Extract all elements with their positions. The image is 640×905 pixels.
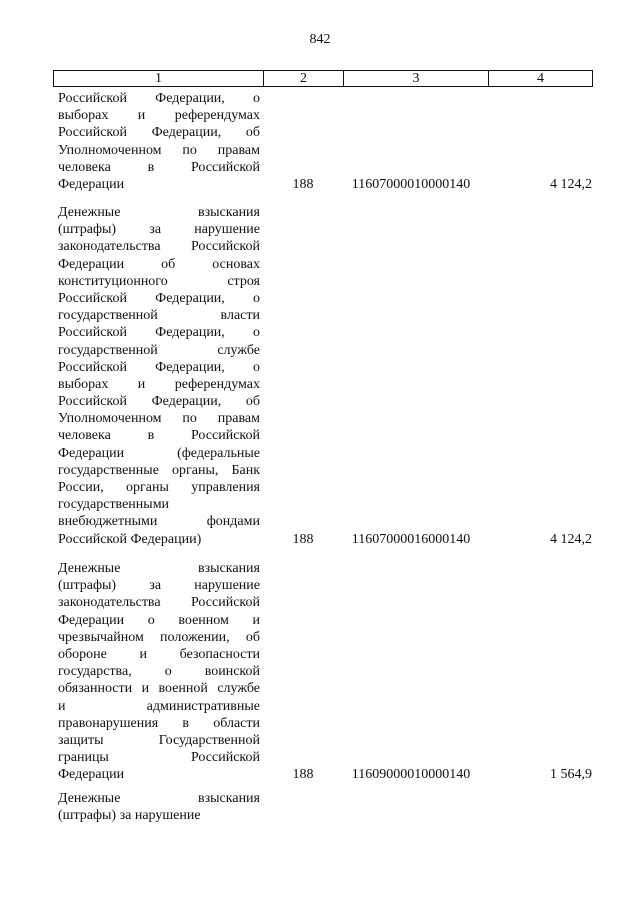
description-line: (штрафы) за нарушение: [58, 578, 260, 594]
description-line: государства, о воинской: [58, 664, 260, 680]
description-line: человека в Российской: [58, 159, 260, 175]
admin-code: 188: [292, 176, 314, 192]
description-line: Российской Федерации): [58, 531, 202, 547]
description-line: государственные органы, Банк: [58, 462, 260, 478]
row-description: [58, 90, 260, 193]
description-line: обязанности и военной службе: [58, 681, 260, 697]
description-line: Федерации о военном и: [58, 612, 260, 628]
description-line: (штрафы) за нарушение: [58, 808, 201, 824]
row-description: [58, 790, 260, 824]
table-row: [58, 90, 594, 193]
budget-classification-code: 11609000010000140: [351, 767, 471, 783]
description-line: Денежные взыскания: [58, 205, 260, 220]
description-line: Федерации (федеральные: [58, 445, 260, 461]
description-line: Денежные взыскания: [58, 791, 260, 806]
description-line: законодательства Российской: [58, 239, 260, 255]
description-line: Уполномоченном по правам: [58, 142, 260, 158]
row-description: [58, 204, 260, 548]
description-line: государственной власти: [58, 308, 260, 324]
description-line: (штрафы) за нарушение: [58, 222, 260, 238]
description-line: Российской Федерации, о: [58, 359, 260, 375]
description-line: защиты Государственной: [58, 732, 260, 748]
table-header: [53, 70, 593, 87]
description-line: Российской Федерации, о: [58, 290, 260, 306]
description-line: человека в Российской: [58, 428, 260, 444]
description-line: обороне и безопасности: [58, 646, 260, 662]
admin-code: 188: [292, 531, 314, 547]
description-line: границы Российской: [58, 750, 260, 766]
amount-value: 4 124,2: [550, 531, 592, 547]
description-line: Федерации об основах: [58, 256, 260, 272]
description-line: чрезвычайном положении, об: [58, 629, 260, 645]
header-col-2: 2: [263, 71, 343, 86]
header-col-3: 3: [343, 71, 488, 86]
amount-value: 4 124,2: [550, 176, 592, 192]
budget-classification-code: 11607000010000140: [351, 176, 471, 192]
description-line: Российской Федерации, об: [58, 394, 260, 410]
description-line: конституционного строя: [58, 273, 260, 289]
description-line: Федерации: [58, 767, 125, 783]
header-col-4: 4: [488, 71, 592, 86]
header-col-1: 1: [155, 71, 162, 86]
description-line: Уполномоченном по правам: [58, 411, 260, 427]
description-line: государственной службе: [58, 342, 260, 358]
page-number: 842: [309, 32, 331, 47]
amount-value: 1 564,9: [550, 767, 592, 783]
description-line: правонарушения в области: [58, 715, 260, 731]
budget-classification-code: 11607000016000140: [351, 531, 471, 547]
description-line: выборах и референдумах: [58, 376, 260, 392]
description-line: и административные: [58, 698, 260, 714]
table-row: [58, 790, 594, 824]
description-line: Российской Федерации, о: [58, 325, 260, 341]
description-line: Российской Федерации, об: [58, 125, 260, 141]
description-line: государственными: [58, 497, 170, 513]
description-line: Российской Федерации, о: [58, 91, 260, 106]
description-line: России, органы управления: [58, 480, 260, 495]
description-line: Федерации: [58, 176, 125, 192]
description-line: выборах и референдумах: [58, 108, 260, 124]
row-description: [58, 560, 260, 783]
table-row: [58, 560, 594, 784]
description-line: внебюджетными фондами: [58, 514, 260, 530]
description-line: законодательства Российской: [58, 595, 260, 611]
table-row: [58, 204, 594, 548]
admin-code: 188: [292, 767, 314, 783]
description-line: Денежные взыскания: [58, 561, 260, 576]
